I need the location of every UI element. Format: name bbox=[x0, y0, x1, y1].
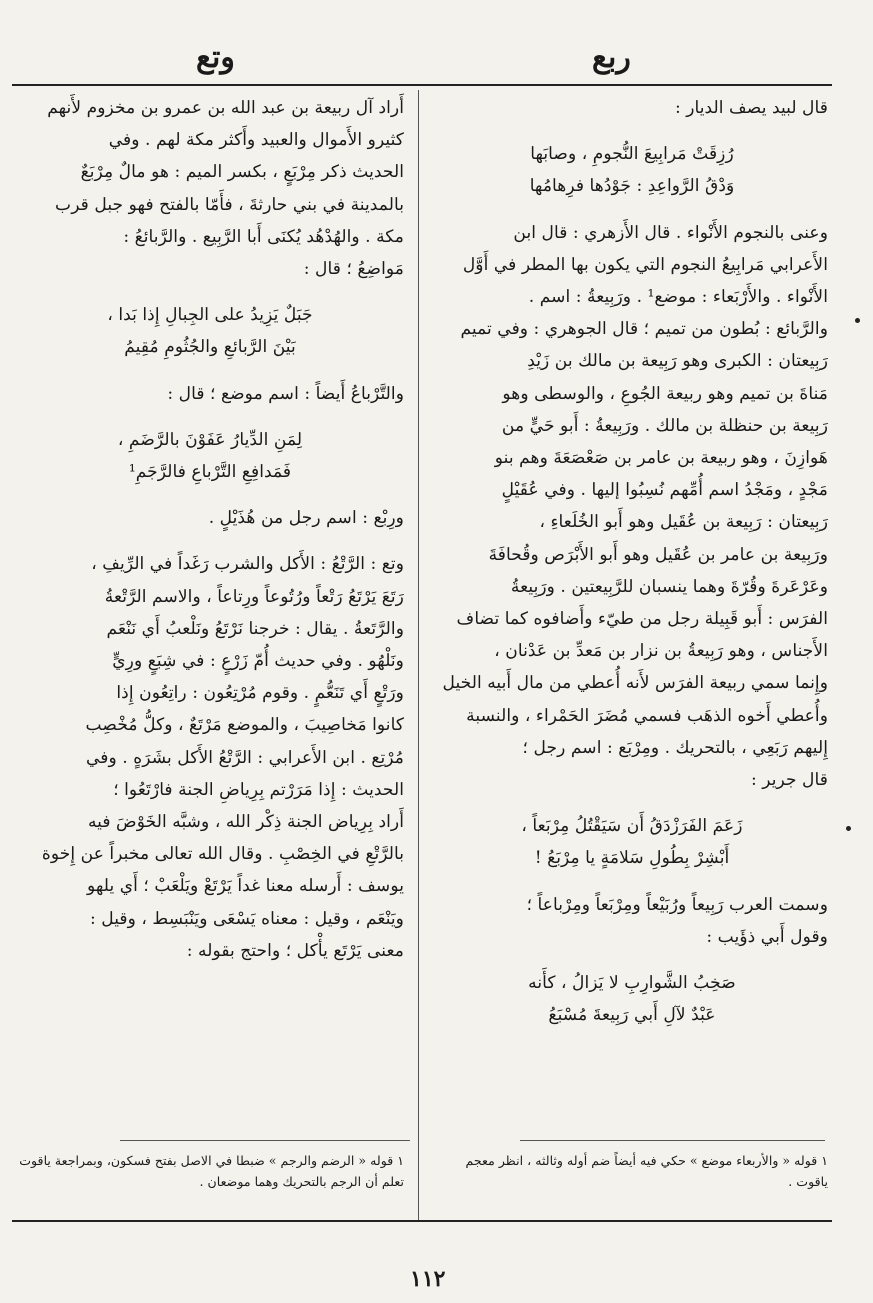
text-line: أَراد بِرِياض الجنة ذِكْر الله ، وشبَّه الخَوْضَ فيه bbox=[87, 812, 404, 833]
text-line: ونَلْهُو . وفي حديث أُمّ زَرْعٍ : في شِبَعٍ ورِيٍّ bbox=[112, 651, 404, 672]
text-line: رَبِيعتان : الكبرى وهو رَبِيعة بن مالك بن زَيْدِ bbox=[527, 351, 828, 372]
text-line: قال جرير : bbox=[750, 770, 828, 791]
text-line: وقول أَبي ذؤَيب : bbox=[706, 926, 828, 947]
text-line: ورَتْعٍ أَي تَنَعُّمٍ . وقوم مُرْتِعُون : راتِعُون إِذا bbox=[116, 683, 404, 704]
text-line: كثيرو الأَموال والعبيد وأَكثر مكة لهم . وفي bbox=[108, 130, 404, 151]
verse-line: رُزِقَتْ مَرابِيعَ النُّجومِ ، وصابَها bbox=[530, 144, 734, 165]
text-line: والرَّبائع : بُطون من تميم ؛ قال الجوهري : وفي تميم bbox=[460, 319, 828, 340]
text-line: وسمت العرب رَبِيعاً ورُبَيْعاً ومِرْبَعاً ومِرْباعاً ؛ bbox=[526, 894, 828, 915]
header-rule bbox=[12, 84, 832, 86]
text-line: مَواضِعُ ؛ قال : bbox=[303, 259, 404, 280]
text-line: أَراد آل ربيعة بن عبد الله بن عمرو بن مخزوم لأَنهم bbox=[47, 98, 404, 118]
text-line: والتَّرْباعُ أَيضاً : اسم موضع ؛ قال : bbox=[167, 383, 404, 404]
text-line: هَوازِنَ ، وهو ربيعة بن عامر بن صَعْصَعَةَ وهم بنو bbox=[494, 448, 828, 469]
text-line: مَناةَ بن تميم وهو ربيعة الجُوعِ ، والوسطى وهو bbox=[502, 383, 828, 404]
header-entry-word-right: ربع bbox=[592, 40, 631, 75]
text-line: يوسف : أَرسله معنا غداً يَرْتَعْ ويَلْعَبْ ؛ أَي يلهو bbox=[86, 876, 404, 897]
footnote-left: ١ قوله « الرضم والرجم » ضبطا في الاصل بفتح فسكون، وبمراجعة ياقوت تعلم أن الرجم بالتحريك وهما موضعان . bbox=[19, 1153, 404, 1189]
footnote-right: ١ قوله « والأربعاء موضع » حكي فيه أيضاً ضم أوله وثالثه ، انظر معجم ياقوت . bbox=[465, 1153, 828, 1189]
text-line: الحديث : إِذا مَرَرْتم بِرِياضِ الجنة فارْتَعُوا ؛ bbox=[113, 779, 404, 800]
verse-line: صَخِبُ الشَّوارِبِ لا يَزالُ ، كأَنه bbox=[528, 973, 736, 994]
margin-bullet-icon bbox=[846, 826, 851, 831]
text-line: وإِنما سمي ربيعة الفرَس لأَنه أُعطي من مال أَبيه الخيل bbox=[442, 673, 828, 694]
verse-line: بَيْنَ الرَّبائعِ والجُثُومِ مُقِيمُ bbox=[124, 337, 296, 358]
header-entry-word-left: وتع bbox=[196, 40, 235, 75]
verse-line: لِمَنِ الدِّيارُ عَفَوْنَ بالرَّضَمِ ، bbox=[117, 429, 303, 450]
footnote-rule-right bbox=[520, 1140, 825, 1141]
text-line: والرَّتَعةُ . يقال : خرجنا نَرْتَعُ ونَلْعبُ أَي نَنْعَم bbox=[106, 618, 404, 639]
text-line: رَتَعَ يَرْتَعُ رَتْعاً ورُتُوعاً ورِتاعاً ، والاسم الرَّتْعةُ bbox=[104, 586, 404, 607]
text-line: مَجْدٍ ، ومَجْدُ اسم أُمِّهم نُسِبُوا إليها . وفي عُقَيْلٍ bbox=[501, 480, 828, 501]
text-line: ورِبْع : اسم رجل من هُذَيْلٍ . bbox=[208, 508, 404, 529]
footnote-rule-left bbox=[120, 1140, 410, 1141]
text-line: وعنى بالنجوم الأَنْواء . قال الأَزهري : قال ابن bbox=[513, 222, 828, 243]
text-line: رَبِيعة بن حنظلة بن مالك . ورَبِيعةُ : أَبو حَيٍّ من bbox=[501, 415, 828, 436]
column-divider bbox=[418, 90, 419, 1220]
text-line: الأَنْواء . والأَرْبَعاء : موضع¹ . ورَبِيعةُ : اسم . bbox=[528, 287, 828, 308]
text-line: مُرْتِع . ابن الأَعرابي : الرَّتْعُ الأَكل بشَرَهٍ . وفي bbox=[85, 747, 404, 768]
verse-line: وَدْقُ الرَّواعِدِ : جَوْدُها فرِهامُها bbox=[529, 176, 735, 197]
text-line: مكة . والهُدْهُد يُكنَى أَبا الرَّبِيع . والرَّبائعُ : bbox=[123, 226, 404, 247]
text-line: قال لبيد يصف الديار : bbox=[674, 98, 828, 118]
text-line: وأُعطي أَخوه الذهَب فسمي مُضَرَ الحَمْراء ، والنسبة bbox=[466, 705, 828, 726]
text-line: بالرَّتْعِ في الخِصْبِ . وقال الله تعالى مخبراً عن إِخوة bbox=[41, 844, 404, 865]
footer-rule bbox=[12, 1220, 832, 1222]
page-number: ١١٢ bbox=[410, 1266, 446, 1292]
text-line: الحديث ذكر مِرْبَعٍ ، بكسر الميم : هو مالٌ مِرْبَعٌ bbox=[80, 162, 404, 183]
right-text-column bbox=[436, 92, 828, 1031]
verse-line: زَعَمَ الفَرَزْدَقُ أَن سَيَقْتُلُ مِرْبَعاً ، bbox=[521, 816, 743, 837]
text-line: ورَبِيعة بن عامر بن عُقَيل وهو أَبو الأَبْرَص وقُحافَةَ bbox=[488, 544, 828, 565]
text-line: الأَعرابي مَرابِيعُ النجوم التي يكون بها المطر في أَوَّل bbox=[462, 254, 828, 275]
verse-line: أَبْشِرْ بِطُولِ سَلامَةٍ يا مِرْبَعُ ! bbox=[534, 848, 730, 869]
text-line: وعَرْعَرةَ وقُرّةَ وهما ينسبان للرَّبِيعتين . ورَبِيعةُ bbox=[510, 576, 828, 597]
text-line: ويَنْعَم ، وقيل : معناه يَسْعَى ويَنْبَسِط ، وقيل : bbox=[89, 908, 404, 929]
text-line: كانوا مَخاصِيبَ ، والموضع مَرْتَعٌ ، وكلُّ مُخْصِب bbox=[85, 715, 404, 736]
text-line: إِليهم رَبَعِي ، بالتحريك . ومِرْبَع : اسم رجل ؛ bbox=[522, 737, 828, 758]
entry-heading-line: وتع : الرَّتْعُ : الأَكل والشرب رَغَداً في الرِّيفِ ، bbox=[91, 554, 404, 575]
verse-line: جَبَلٌ يَزِيدُ على الجِبالِ إِذا بَدا ، bbox=[107, 305, 313, 326]
text-line: معنى يَرْتَع يأْكل ؛ واحتج بقوله : bbox=[186, 940, 404, 961]
text-line: رَبِيعتان : رَبِيعة بن عُقَيل وهو أَبو الخُلَعاءِ ، bbox=[539, 512, 828, 533]
text-line: الفرَس : أَبو قَبِيلة رجل من طيّء وأَضافوه كما تضاف bbox=[456, 609, 828, 630]
left-text-column bbox=[16, 92, 404, 967]
margin-bullet-icon bbox=[855, 318, 860, 323]
text-line: بالمدينة في بني حارثةَ ، فأَمّا بالفتح فهو جبل قرب bbox=[55, 194, 404, 215]
verse-line: عَبْدٌ لآلِ أَبي رَبِيعةَ مُسْبَعُ bbox=[548, 1005, 716, 1026]
text-line: الأَجناس ، وهو رَبِيعةُ بن نزار بن مَعدِّ بن عَدْنان ، bbox=[494, 641, 828, 662]
verse-line: فَمَدافِعِ التَّرْباعِ فالرَّجَمِ¹ bbox=[128, 462, 292, 483]
